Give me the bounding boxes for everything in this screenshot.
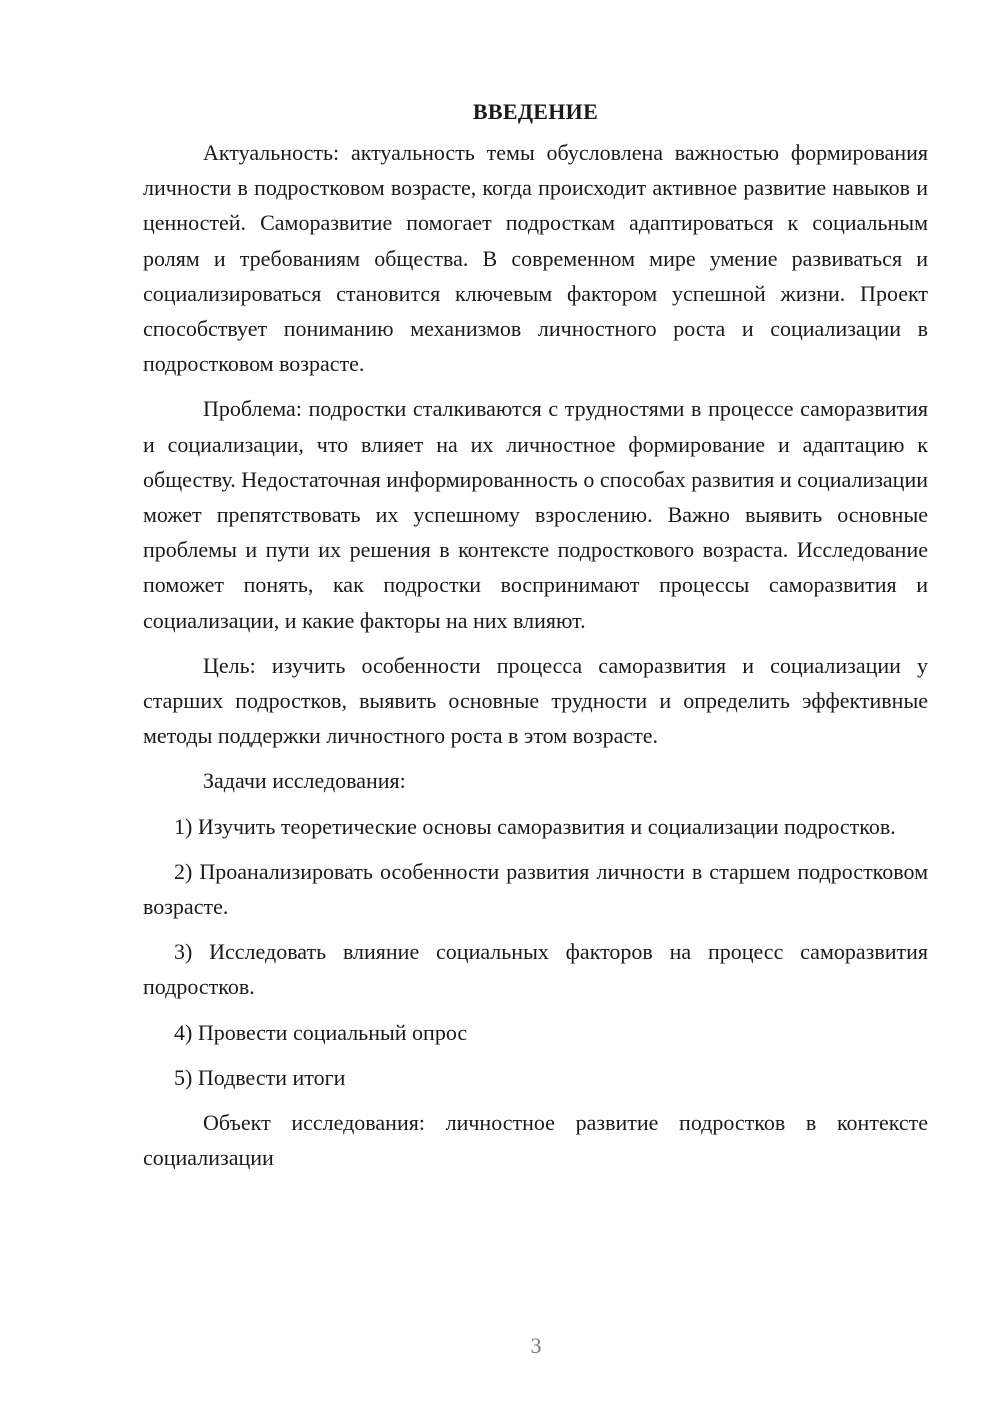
tasks-heading: Задачи исследования: <box>203 768 406 794</box>
goal-paragraph: Цель: изучить особенности процесса саморазвития и социализации у старших подростков, выявить основные трудности и определить эффективные методы поддержки личностного роста в этом возрасте. <box>143 652 928 749</box>
page-number: 3 <box>530 1333 542 1358</box>
document-page <box>143 94 928 1185</box>
task-item-1: 1) Изучить теоретические основы саморазвития и социализации подростков. <box>174 813 896 839</box>
object-paragraph: Объект исследования: личностное развитие подростков в контексте социализации <box>143 1110 928 1171</box>
task-item-3: 3) Исследовать влияние социальных факторов на процесс саморазвития подростков. <box>143 939 928 1000</box>
task-item-4: 4) Провести социальный опрос <box>174 1019 468 1045</box>
page-title: ВВЕДЕНИЕ <box>472 99 599 124</box>
relevance-paragraph: Актуальность: актуальность темы обусловлена важностью формирования личности в подростковом возрасте, когда происходит активное развитие навыков и ценностей. Саморазвитие помогает подросткам адаптироваться к социальным ролям и требованиям общества. В современном мире умение развиваться и социализироваться становится ключевым фактором успешной жизни. Проект способствует пониманию механизмов личностного роста и социализации в подростковом возрасте. <box>143 140 928 377</box>
task-item-5: 5) Подвести итоги <box>174 1064 346 1090</box>
task-item-2: 2) Проанализировать особенности развития личности в старшем подростковом возрасте. <box>143 858 928 920</box>
problem-paragraph: Проблема: подростки сталкиваются с трудностями в процессе саморазвития и социализации, что влияет на их личностное формирование и адаптацию к обществу. Недостаточная информированность о способах развития и социализации может препятствовать их успешному взрослению. Важно выявить основные проблемы и пути их решения в контексте подросткового возраста. Исследование поможет понять, как подростки воспринимают процессы саморазвития и социализации, и какие факторы на них влияют. <box>143 396 928 633</box>
